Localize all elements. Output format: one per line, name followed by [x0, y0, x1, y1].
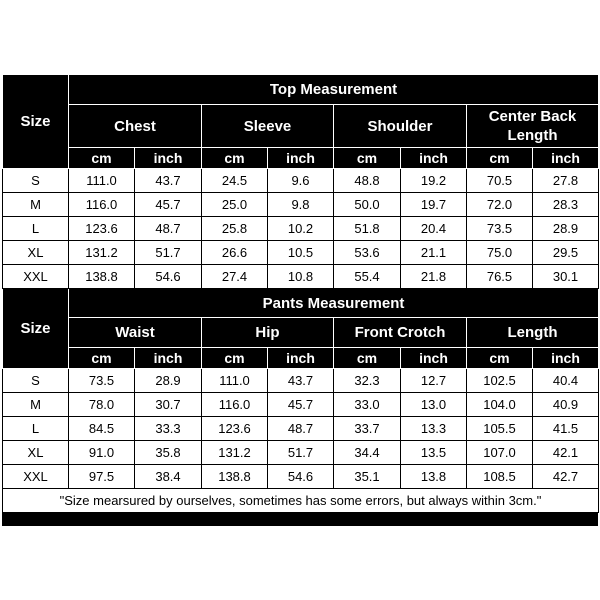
measurement-cell: 54.6	[268, 465, 334, 489]
measurement-cell: 108.5	[467, 465, 533, 489]
measurement-cell: 51.7	[268, 441, 334, 465]
measurement-cell: 131.2	[69, 241, 135, 265]
measurement-cell: 104.0	[467, 393, 533, 417]
unit-label: inch	[401, 148, 467, 169]
measurement-cell: 29.5	[533, 241, 599, 265]
measurement-cell: 35.1	[334, 465, 401, 489]
measurement-cell: 123.6	[69, 217, 135, 241]
measurement-cell: 131.2	[202, 441, 268, 465]
size-cell: XXL	[3, 465, 69, 489]
measurement-cell: 30.1	[533, 265, 599, 289]
measurement-cell: 42.1	[533, 441, 599, 465]
pants-group-header: Waist	[69, 318, 202, 348]
measurement-cell: 19.2	[401, 169, 467, 193]
pants-section-title: Pants Measurement	[69, 289, 599, 318]
measurement-cell: 123.6	[202, 417, 268, 441]
measurement-cell: 10.5	[268, 241, 334, 265]
measurement-cell: 70.5	[467, 169, 533, 193]
pants-group-header: Hip	[202, 318, 334, 348]
measurement-cell: 12.7	[401, 369, 467, 393]
unit-label: cm	[334, 148, 401, 169]
measurement-cell: 138.8	[202, 465, 268, 489]
measurement-cell: 48.8	[334, 169, 401, 193]
measurement-cell: 116.0	[202, 393, 268, 417]
table-row	[3, 169, 599, 193]
measurement-cell: 13.5	[401, 441, 467, 465]
measurement-cell: 28.9	[135, 369, 202, 393]
measurement-cell: 43.7	[135, 169, 202, 193]
measurement-cell: 9.6	[268, 169, 334, 193]
table-row	[3, 369, 599, 393]
measurement-cell: 51.7	[135, 241, 202, 265]
measurement-cell: 50.0	[334, 193, 401, 217]
unit-label: inch	[135, 348, 202, 369]
unit-label: cm	[69, 348, 135, 369]
measurement-cell: 45.7	[135, 193, 202, 217]
table-row	[3, 393, 599, 417]
table-row	[3, 441, 599, 465]
measurement-cell: 13.3	[401, 417, 467, 441]
measurement-cell: 21.1	[401, 241, 467, 265]
pants-group-header: Length	[467, 318, 599, 348]
measurement-cell: 28.3	[533, 193, 599, 217]
size-cell: M	[3, 393, 69, 417]
table-row	[3, 465, 599, 489]
measurement-cell: 13.0	[401, 393, 467, 417]
size-cell: XL	[3, 241, 69, 265]
top-unit-row	[3, 148, 599, 169]
unit-label: cm	[202, 148, 268, 169]
top-group-header: Chest	[69, 105, 202, 148]
size-cell: S	[3, 369, 69, 393]
unit-label: inch	[268, 348, 334, 369]
unit-label: inch	[533, 148, 599, 169]
measurement-cell: 27.8	[533, 169, 599, 193]
table-row	[3, 193, 599, 217]
pants-unit-row	[3, 348, 599, 369]
measurement-cell: 24.5	[202, 169, 268, 193]
measurement-cell: 78.0	[69, 393, 135, 417]
size-cell: M	[3, 193, 69, 217]
top-section-title: Top Measurement	[69, 75, 599, 105]
table-row	[3, 217, 599, 241]
measurement-cell: 38.4	[135, 465, 202, 489]
size-cell: L	[3, 217, 69, 241]
size-chart-table	[2, 74, 599, 513]
measurement-cell: 72.0	[467, 193, 533, 217]
unit-label: inch	[268, 148, 334, 169]
measurement-cell: 102.5	[467, 369, 533, 393]
measurement-cell: 55.4	[334, 265, 401, 289]
measurement-cell: 10.8	[268, 265, 334, 289]
measurement-cell: 91.0	[69, 441, 135, 465]
measurement-cell: 105.5	[467, 417, 533, 441]
measurement-cell: 97.5	[69, 465, 135, 489]
pants-title-row	[3, 289, 599, 318]
measurement-cell: 54.6	[135, 265, 202, 289]
table-row	[3, 241, 599, 265]
top-group-row	[3, 105, 599, 148]
measurement-cell: 116.0	[69, 193, 135, 217]
measurement-cell: 32.3	[334, 369, 401, 393]
top-group-header: Center Back Length	[467, 105, 599, 148]
measurement-cell: 25.0	[202, 193, 268, 217]
measurement-cell: 27.4	[202, 265, 268, 289]
measurement-cell: 19.7	[401, 193, 467, 217]
top-group-header: Shoulder	[334, 105, 467, 148]
measurement-cell: 73.5	[467, 217, 533, 241]
note-row	[3, 489, 599, 513]
measurement-cell: 26.6	[202, 241, 268, 265]
measurement-cell: 9.8	[268, 193, 334, 217]
measurement-cell: 43.7	[268, 369, 334, 393]
measurement-cell: 41.5	[533, 417, 599, 441]
unit-label: inch	[533, 348, 599, 369]
measurement-cell: 10.2	[268, 217, 334, 241]
top-title-row	[3, 75, 599, 105]
measurement-cell: 111.0	[202, 369, 268, 393]
measurement-cell: 45.7	[268, 393, 334, 417]
measurement-cell: 138.8	[69, 265, 135, 289]
table-row	[3, 417, 599, 441]
measurement-cell: 35.8	[135, 441, 202, 465]
measurement-cell: 28.9	[533, 217, 599, 241]
unit-label: inch	[401, 348, 467, 369]
measurement-cell: 33.0	[334, 393, 401, 417]
table-row	[3, 265, 599, 289]
measurement-cell: 33.3	[135, 417, 202, 441]
unit-label: cm	[69, 148, 135, 169]
size-cell: L	[3, 417, 69, 441]
measurement-cell: 34.4	[334, 441, 401, 465]
measurement-cell: 107.0	[467, 441, 533, 465]
measurement-cell: 75.0	[467, 241, 533, 265]
measurement-cell: 20.4	[401, 217, 467, 241]
measurement-cell: 25.8	[202, 217, 268, 241]
measurement-note: "Size mearsured by ourselves, sometimes has some errors, but always within 3cm."	[3, 489, 599, 513]
measurement-cell: 48.7	[268, 417, 334, 441]
unit-label: cm	[202, 348, 268, 369]
measurement-cell: 48.7	[135, 217, 202, 241]
measurement-cell: 30.7	[135, 393, 202, 417]
measurement-cell: 13.8	[401, 465, 467, 489]
unit-label: cm	[467, 148, 533, 169]
measurement-cell: 84.5	[69, 417, 135, 441]
pants-size-header: Size	[3, 289, 69, 369]
measurement-cell: 42.7	[533, 465, 599, 489]
size-chart	[2, 74, 598, 526]
top-group-header: Sleeve	[202, 105, 334, 148]
measurement-cell: 76.5	[467, 265, 533, 289]
measurement-cell: 40.9	[533, 393, 599, 417]
measurement-cell: 51.8	[334, 217, 401, 241]
size-cell: XL	[3, 441, 69, 465]
size-cell: S	[3, 169, 69, 193]
measurement-cell: 111.0	[69, 169, 135, 193]
measurement-cell: 73.5	[69, 369, 135, 393]
measurement-cell: 53.6	[334, 241, 401, 265]
unit-label: cm	[334, 348, 401, 369]
unit-label: inch	[135, 148, 202, 169]
pants-group-row	[3, 318, 599, 348]
measurement-cell: 40.4	[533, 369, 599, 393]
pants-group-header: Front Crotch	[334, 318, 467, 348]
size-cell: XXL	[3, 265, 69, 289]
unit-label: cm	[467, 348, 533, 369]
measurement-cell: 21.8	[401, 265, 467, 289]
top-size-header: Size	[3, 75, 69, 169]
measurement-cell: 33.7	[334, 417, 401, 441]
size-chart-body	[3, 75, 599, 513]
